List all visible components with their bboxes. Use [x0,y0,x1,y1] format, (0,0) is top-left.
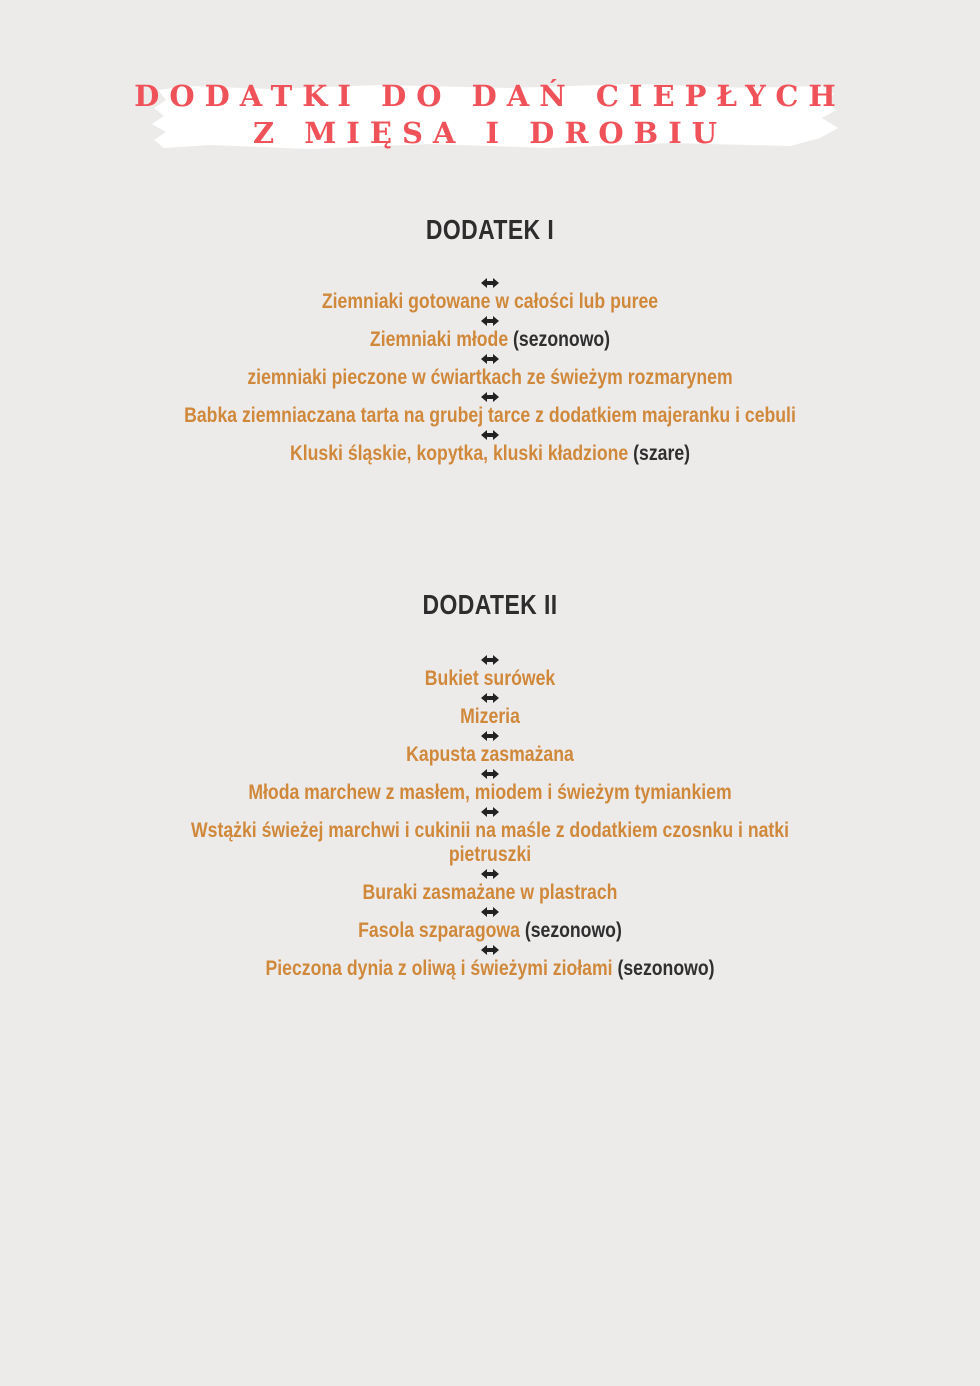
diamond-arrows-icon [0,352,980,366]
list-item: Pieczona dynia z oliwą i świeżymi ziołami (sezonowo) [265,957,715,980]
page-title-line2: Z MIĘSA I DROBIU [252,116,728,150]
item-note: (sezonowo) [513,328,611,351]
diamond-arrows-icon [0,905,980,919]
diamond-arrows-icon [0,943,980,957]
diamond-arrows-icon [0,867,980,881]
list-item: Buraki zasmażane w plastrach [362,881,618,904]
diamond-arrows-icon [0,691,980,705]
list-item: Kapusta zasmażana [406,743,574,766]
list-item: Babka ziemniaczana tarta na grubej tarce z dodatkiem majeranku i cebuli [184,404,796,427]
diamond-arrows-icon [0,390,980,404]
page-title-line1: DODATKI DO DAŃ CIEPŁYCH [134,79,846,113]
diamond-arrows-icon [0,314,980,328]
diamond-arrows-icon [0,653,980,667]
section-heading: DODATEK II [422,589,558,620]
diamond-arrows-icon [0,767,980,781]
list-item: Ziemniaki młode (sezonowo) [369,328,611,351]
section-dodatek-2 [0,588,980,981]
list-item: Kluski śląskie, kopytka, kluski kładzione (szare) [289,442,691,465]
item-note: (sezonowo) [524,919,622,942]
list-item: ziemniaki pieczone w ćwiartkach ze świeżym rozmarynem [247,366,733,389]
diamond-arrows-icon [0,428,980,442]
list-item: Mizeria [460,705,520,728]
item-note: (sezonowo) [617,957,715,980]
section-heading: DODATEK I [425,214,555,245]
list-item: Wstążki świeżej marchwi i cukinii na maśle z dodatkiem czosnku i natki pietruszki [190,819,790,866]
list-item: Bukiet surówek [424,667,556,690]
list-item: Fasola szparagowa (sezonowo) [358,919,622,942]
diamond-arrows-icon [0,729,980,743]
diamond-arrows-icon [0,276,980,290]
section-dodatek-1 [0,213,980,466]
list-item: Młoda marchew z masłem, miodem i świeżym tymiankiem [248,781,732,804]
item-note: (szare) [633,442,691,465]
page-title [0,78,980,152]
list-item: Ziemniaki gotowane w całości lub puree [321,290,659,313]
diamond-arrows-icon [0,805,980,819]
title-block [0,70,980,160]
